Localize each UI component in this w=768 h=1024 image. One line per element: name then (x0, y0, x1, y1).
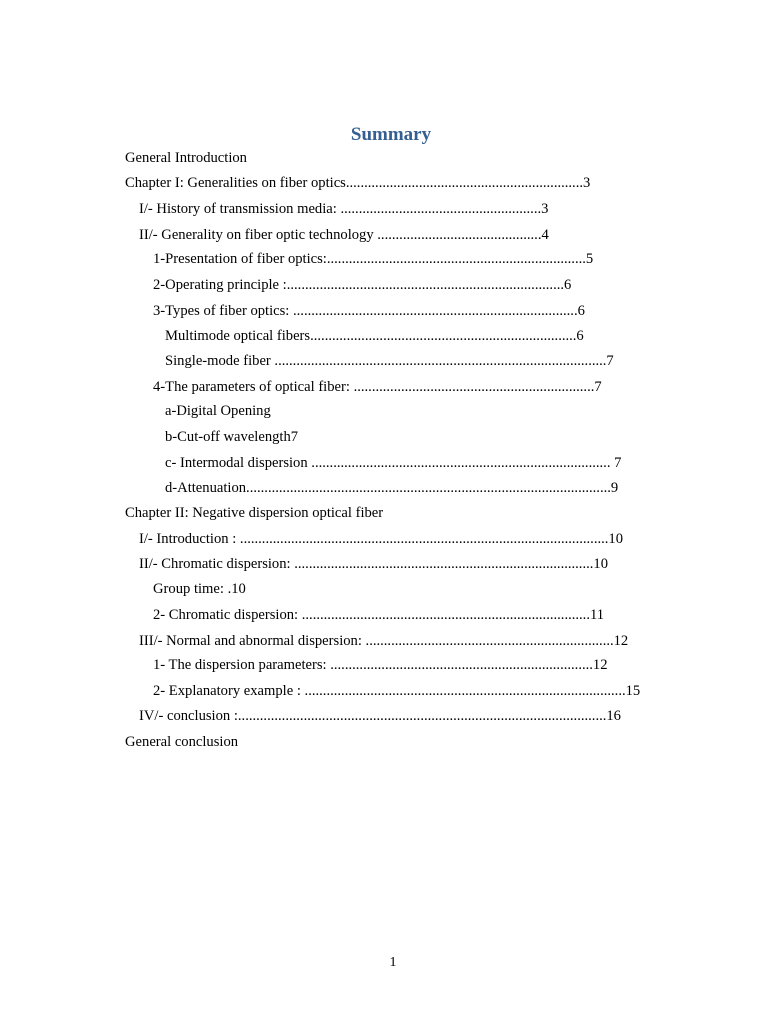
toc-entry-dispersion-parameters: 1- The dispersion parameters: ........................................................................12 (153, 657, 608, 673)
toc-entry-cut-off-wavelength: b-Cut-off wavelength7 (165, 429, 299, 445)
toc-entry-operating-principle: 2-Operating principle :............................................................................6 (153, 277, 572, 293)
toc-entry-introduction: I/- Introduction : .....................................................................................................10 (139, 531, 624, 547)
toc-entry-general-introduction: General Introduction (125, 150, 247, 166)
toc-entry-presentation-fiber-optics: 1-Presentation of fiber optics:.......................................................................5 (153, 251, 594, 267)
toc-entry-chromatic-dispersion: II/- Chromatic dispersion: ..................................................................................10 (139, 556, 608, 572)
toc-entry-parameters-optical-fiber: 4-The parameters of optical fiber: ..................................................................7 (153, 379, 602, 395)
page-title: Summary (350, 124, 432, 145)
toc-entry-group-time: Group time: .10 (153, 581, 246, 597)
toc-entry-attenuation: d-Attenuation....................................................................................................9 (165, 480, 619, 496)
toc-entry-normal-abnormal-dispersion: III/- Normal and abnormal dispersion: ....................................................................12 (139, 633, 629, 649)
toc-entry-digital-opening: a-Digital Opening (165, 403, 271, 419)
toc-entry-single-mode-fiber: Single-mode fiber ...........................................................................................7 (165, 353, 614, 369)
toc-entry-conclusion: IV/- conclusion :.....................................................................................................16 (139, 708, 621, 724)
toc-entry-chapter-1: Chapter I: Generalities on fiber optics.................................................................3 (125, 175, 591, 191)
toc-entry-intermodal-dispersion: c- Intermodal dispersion .................................................................................. 7 (165, 455, 622, 471)
toc-entry-explanatory-example: 2- Explanatory example : ........................................................................................15 (153, 683, 641, 699)
toc-entry-multimode-optical-fibers: Multimode optical fibers.........................................................................6 (165, 328, 584, 344)
toc-entry-chapter-2: Chapter II: Negative dispersion optical fiber (125, 505, 384, 521)
toc-entry-types-fiber-optics: 3-Types of fiber optics: ..............................................................................6 (153, 303, 585, 319)
toc-entry-history-transmission-media: I/- History of transmission media: .......................................................3 (139, 201, 549, 217)
page-number: 1 (389, 955, 397, 970)
toc-entry-general-conclusion: General conclusion (125, 734, 239, 750)
toc-entry-generality-fiber-optic-technology: II/- Generality on fiber optic technology .............................................4 (139, 227, 549, 243)
toc-entry-chromatic-dispersion-2: 2- Chromatic dispersion: ...............................................................................11 (153, 607, 605, 623)
